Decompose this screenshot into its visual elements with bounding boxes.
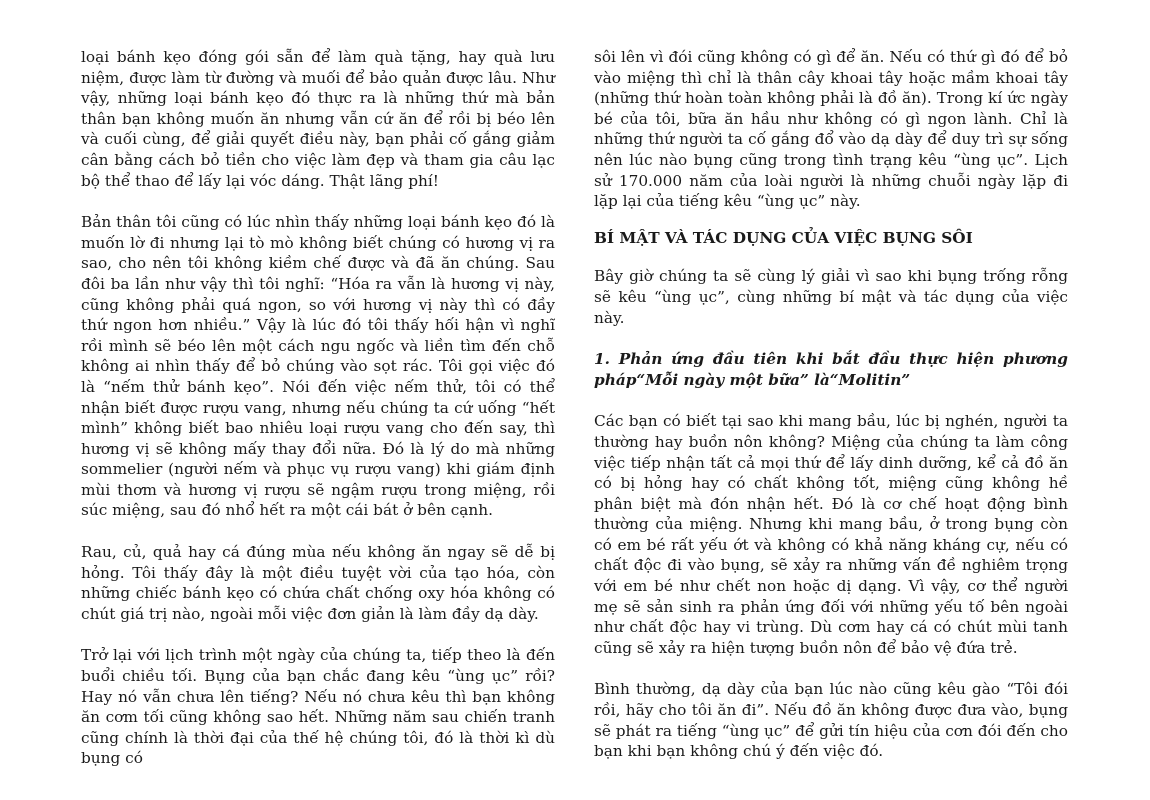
body-paragraph: Bây giờ chúng ta sẽ cùng lý giải vì sao khi bụng trống rỗng sẽ kêu “ùng ục”, cùng những bí mật và tác dụng của việc này. [594,267,1068,327]
subsection-heading: 1. Phản ứng đầu tiên khi bắt đầu thực hiện phương pháp“Mỗi ngày một bữa” là“Molitin” [594,350,1068,389]
body-paragraph: Các bạn có biết tại sao khi mang bầu, lúc bị nghén, người ta thường hay buồn nôn không? Miệng của chúng ta làm công việc tiếp nhận tất cả mọi thứ để lấy dinh dưỡng, kể cả đồ ăn có bị hỏng hay có chất không tốt, miệng cũng không hề phân biệt mà đón nhận hết. Đó là cơ chế hoạt động bình thường của miệng. Nhưng khi mang bầu, ở trong bụng còn có em bé rất yếu ớt và không có khả năng kháng cự, nếu có chất độc đi vào bụng, sẽ xảy ra những vấn đề nghiêm trọng với em bé như chết non hoặc dị dạng. Vì vậy, cơ thể người mẹ sẽ sản sinh ra phản ứng đối với những yếu tố bên ngoài như chất độc hay vi trùng. Dù cơm hay cá có chút mùi tanh cũng sẽ xảy ra hiện tượng buồn nôn để bảo vệ đứa trẻ. [594,412,1068,657]
body-paragraph: sôi lên vì đói cũng không có gì để ăn. Nếu có thứ gì đó để bỏ vào miệng thì chỉ là thân cây khoai tây hoặc mầm khoai tây (những thứ hoàn toàn không phải là đồ ăn). Trong kí ức ngày bé của tôi, bữa ăn hầu như không có gì ngon lành. Chỉ là những thứ người ta cố gắng đổ vào dạ dày để duy trì sự sống nên lúc nào bụng cũng trong tình trạng kêu “ùng ục”. Lịch sử 170.000 năm của loài người là những chuỗi ngày lặp đi lặp lại của tiếng kêu “ùng ục” này. [594,48,1068,211]
body-paragraph: Bình thường, dạ dày của bạn lúc nào cũng kêu gào “Tôi đói rồi, hãy cho tôi ăn đi”. Nếu đồ ăn không được đưa vào, bụng sẽ phát ra tiếng “ùng ục” để gửi tín hiệu của cơn đói đến cho bạn khi bạn không chú ý đến việc đó. [594,680,1068,761]
right-text-column [594,47,1068,783]
body-paragraph: Rau, củ, quả hay cá đúng mùa nếu không ăn ngay sẽ dễ bị hỏng. Tôi thấy đây là một điều tuyệt vời của tạo hóa, còn những chiếc bánh kẹo có chứa chất chống oxy hóa không có chút giá trị nào, ngoài mỗi việc đơn giản là làm đầy dạ dày. [81,543,555,623]
left-text-column [81,47,555,790]
body-paragraph: loại bánh kẹo đóng gói sẵn để làm quà tặng, hay quà lưu niệm, được làm từ đường và muối để bảo quản được lâu. Như vậy, những loại bánh kẹo đó thực ra là những thứ mà bản thân bạn không muốn ăn nhưng vẫn cứ ăn để rồi bị béo lên và cuối cùng, để giải quyết điều này, bạn phải cố gắng giảm cân bằng cách bỏ tiền cho việc làm đẹp và tham gia câu lạc bộ thể thao để lấy lại vóc dáng. Thật lãng phí! [81,48,555,190]
body-paragraph: Bản thân tôi cũng có lúc nhìn thấy những loại bánh kẹo đó là muốn lờ đi nhưng lại tò mò không biết chúng có hương vị ra sao, cho nên tôi không kiềm chế được và đã ăn chúng. Sau đôi ba lần như vậy thì tôi nghĩ: “Hóa ra vẫn là hương vị này, cũng không phải quá ngon, so với hương vị này thì có đầy thứ ngon hơn nhiều.” Vậy là lúc đó tôi thấy hối hận vì nghĩ rồi mình sẽ béo lên một cách ngu ngốc và liền tìm đến chỗ không ai nhìn thấy để bỏ chúng vào sọt rác. Tôi gọi việc đó là “nếm thử bánh kẹo”. Nói đến việc nếm thử, tôi có thể nhận biết được rượu vang, nhưng nếu chúng ta cứ uống “hết mình” không biết bao nhiêu loại rượu vang cho đến say, thì hương vị sẽ không mấy thay đổi nữa. Đó là lý do mà những sommelier (người nếm và phục vụ rượu vang) khi giám định mùi thơm và hương vị rượu sẽ ngậm rượu trong miệng, rồi súc miệng, sau đó nhổ hết ra một cái bát ở bên cạnh. [81,213,555,520]
section-heading: BÍ MẬT VÀ TÁC DỤNG CỦA VIỆC BỤNG SÔI [594,228,973,247]
body-paragraph: Trở lại với lịch trình một ngày của chúng ta, tiếp theo là đến buổi chiều tối. Bụng của bạn chắc đang kêu “ùng ục” rồi? Hay nó vẫn chưa lên tiếng? Nếu nó chưa kêu thì bạn không ăn cơm tối cũng không sao hết. Những năm sau chiến tranh cũng chính là thời đại của thế hệ chúng tôi, đó là thời kì dù bụng có [81,646,555,768]
